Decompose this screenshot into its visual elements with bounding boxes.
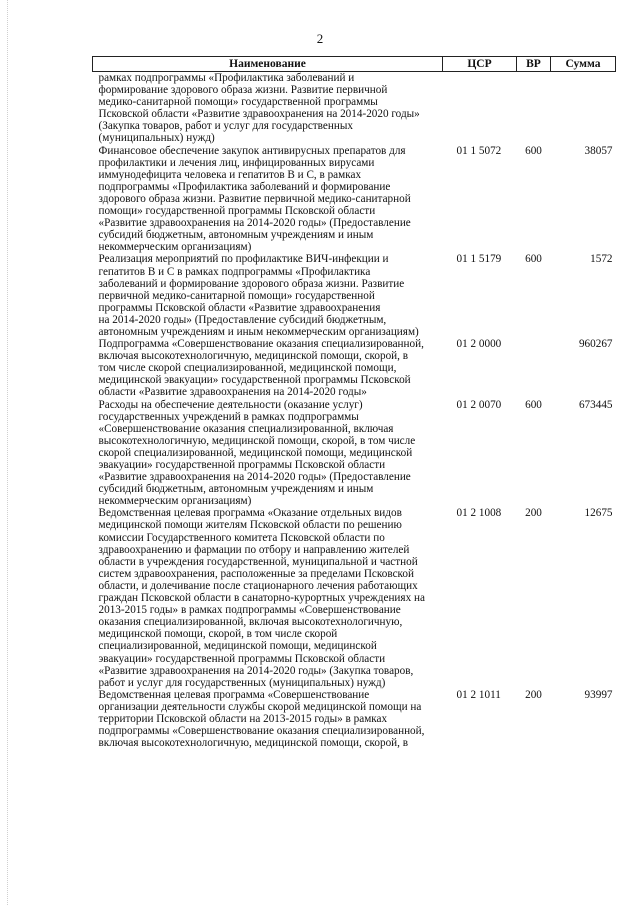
row-name-line: эвакуации» государственной программы Псковской области (98, 459, 386, 471)
table-header (93, 57, 616, 72)
row-name-line: области «Развитие здравоохранения на 2014-2020 годы» (98, 386, 367, 399)
row-name-line: «Совершенствование оказания специализированной, включая (98, 422, 394, 435)
row-name-line: включая высокотехнологичную, медицинской помощи, скорой, в (98, 737, 409, 750)
table-row (93, 253, 616, 338)
row-name (93, 399, 443, 508)
row-vr: 600 (525, 253, 542, 266)
row-name-line: включая высокотехнологичную, медицинской помощи, скорой, в (98, 350, 409, 363)
row-name-line: комиссии Государственного комитета Псковской области по (98, 531, 385, 544)
row-name (93, 72, 443, 145)
row-name-line: организации деятельности службы скорой медицинской помощи на (98, 700, 422, 713)
row-name-line: на 2014-2020 годы» (Предоставление субсидий бюджетным, (98, 313, 387, 326)
row-name-line: формирование здорового образа жизни. Развитие первичной (98, 84, 388, 97)
row-name-line: Реализация мероприятий по профилактике ВИЧ-инфекции и (98, 253, 389, 266)
row-name-line: здравоохранению и фармации по отбору и направлению жителей (98, 543, 410, 556)
scan-edge-artifact (7, 0, 9, 905)
row-name-line: профилактики и лечения лиц, инфицированных вирусами (98, 156, 375, 169)
table-row (93, 689, 616, 749)
header-row (93, 57, 616, 72)
row-name-line: программы Псковской области «Развитие здравоохранения (98, 301, 381, 314)
row-name-line: медицинской помощи, скорой, в том числе скорой (98, 628, 338, 641)
row-name-line: Ведомственная целевая программа «Совершенствование (98, 688, 370, 701)
row-name-line: подпрограммы «Совершенствование оказания специализированной, (98, 725, 425, 738)
row-name-line: подпрограммы «Профилактика заболеваний и формирование (98, 180, 391, 193)
header-sum: Сумма (551, 57, 616, 72)
row-name-line: территории Псковской области на 2013-2015 годы» в рамках (98, 712, 388, 725)
row-name-line: граждан Псковской области в санаторно-курортных учреждениях на (98, 592, 425, 605)
row-sum: 38057 (584, 144, 613, 157)
row-csr: 01 2 1011 (456, 688, 501, 701)
row-vr: 600 (525, 398, 542, 411)
row-name-line: рамках подпрограммы «Профилактика заболеваний и (98, 72, 355, 84)
row-vr: 600 (525, 144, 542, 157)
row-name-line: скорой специализированной, медицинской помощи, медицинской (98, 446, 413, 459)
row-name-line: 2013-2015 годы» в рамках подпрограммы «Совершенствование (98, 604, 401, 617)
row-name-line: государственных учреждений в рамках подпрограммы (98, 410, 359, 423)
row-name-line: «Развитие здравоохранения на 2014-2020 годы» (Закупка товаров, (98, 664, 414, 677)
row-csr: 01 1 5072 (456, 144, 502, 157)
row-name-line: медицинской помощи жителям Псковской области по решению (98, 519, 402, 532)
row-sum: 1572 (590, 253, 613, 266)
table-row (93, 399, 616, 508)
table-row (93, 507, 616, 688)
row-name-line: (муниципальных) нужд) (98, 132, 215, 145)
row-name-line: здорового образа жизни. Развитие первичной медико-санитарной (98, 192, 411, 205)
row-name-line: Подпрограмма «Совершенствование оказания специализированной, (98, 338, 424, 351)
row-name-line: специализированной, медицинской помощи, медицинской (98, 640, 377, 653)
row-vr: 200 (525, 688, 542, 701)
row-name-line: «Развитие здравоохранения на 2014-2020 годы» (Предоставление (98, 471, 411, 484)
row-name-line: области в учреждения государственной, муниципальной и частной (98, 555, 418, 568)
row-name-line: эвакуации» государственной программы Псковской области (98, 652, 386, 665)
row-name-line: Расходы на обеспечение деятельности (оказание услуг) (98, 398, 363, 411)
row-sum (551, 72, 616, 145)
row-csr: 01 1 5179 (456, 253, 502, 266)
row-name-line: (Закупка товаров, работ и услуг для государственных (98, 120, 353, 133)
row-name (93, 338, 443, 398)
row-csr: 01 2 0000 (456, 338, 502, 351)
row-name-line: «Развитие здравоохранения на 2014-2020 годы» (Предоставление (98, 217, 411, 230)
row-name-line: оказания специализированной, включая высокотехнологичную, (98, 616, 403, 629)
row-name-line: автономным учреждениям и иным некоммерческим организациям) (98, 325, 419, 338)
row-name-line: первичной медико-санитарной помощи» государственной (98, 289, 375, 302)
row-vr: 200 (525, 507, 542, 520)
page-number: 2 (316, 31, 324, 46)
row-name-line: субсидий бюджетным, автономным учреждениям и иным (98, 483, 374, 496)
table-body (93, 72, 616, 750)
row-name-line: систем здравоохранения, расположенные за пределами Псковской (98, 567, 414, 580)
header-vr: ВР (517, 57, 551, 72)
row-name-line: некоммерческим организациям) (98, 495, 252, 508)
row-sum: 960267 (578, 338, 613, 351)
budget-table (92, 56, 616, 749)
row-name-line: помощи» государственной программы Псковской области (98, 205, 376, 218)
row-name (93, 507, 443, 688)
row-name-line: том числе скорой специализированной, медицинской помощи, (98, 362, 397, 375)
row-name-line: медицинской эвакуации» государственной программы Псковской (98, 374, 411, 387)
row-name-line: гепатитов В и С в рамках подпрограммы «Профилактика (98, 265, 371, 278)
table-row (93, 145, 616, 254)
row-name-line: медико-санитарной помощи» государственной программы (98, 96, 378, 109)
row-csr: 01 2 0070 (456, 398, 502, 411)
header-csr: ЦСР (443, 57, 517, 72)
row-name-line: иммунодефицита человека и гепатитов В и С, в рамках (98, 168, 362, 181)
row-sum: 93997 (584, 688, 613, 701)
row-name-line: работ и услуг для государственных (муниципальных) нужд) (98, 676, 386, 689)
row-name-line: некоммерческим организациям) (98, 241, 252, 254)
row-vr (517, 338, 551, 398)
row-name-line: высокотехнологичную, медицинской помощи, скорой, в том числе (98, 434, 416, 447)
table-row (93, 72, 616, 145)
row-name-line: области, и долечивание после стационарного лечения работающих (98, 579, 418, 592)
row-name-line: Ведомственная целевая программа «Оказание отдельных видов (98, 507, 402, 520)
row-name (93, 145, 443, 254)
row-name (93, 253, 443, 338)
row-name-line: Финансовое обеспечение закупок антивирусных препаратов для (98, 144, 406, 157)
row-vr (517, 72, 551, 145)
row-csr (443, 72, 517, 145)
row-name-line: заболеваний и формирование здорового образа жизни. Развитие (98, 277, 405, 290)
row-csr: 01 2 1008 (456, 507, 502, 520)
row-sum: 12675 (584, 507, 613, 520)
table-row (93, 338, 616, 398)
header-name: Наименование (93, 57, 443, 72)
row-name-line: субсидий бюджетным, автономным учреждениям и иным (98, 229, 374, 242)
row-name (93, 689, 443, 749)
row-name-line: Псковской области «Развитие здравоохранения на 2014-2020 годы» (98, 108, 420, 121)
row-sum: 673445 (578, 398, 613, 411)
